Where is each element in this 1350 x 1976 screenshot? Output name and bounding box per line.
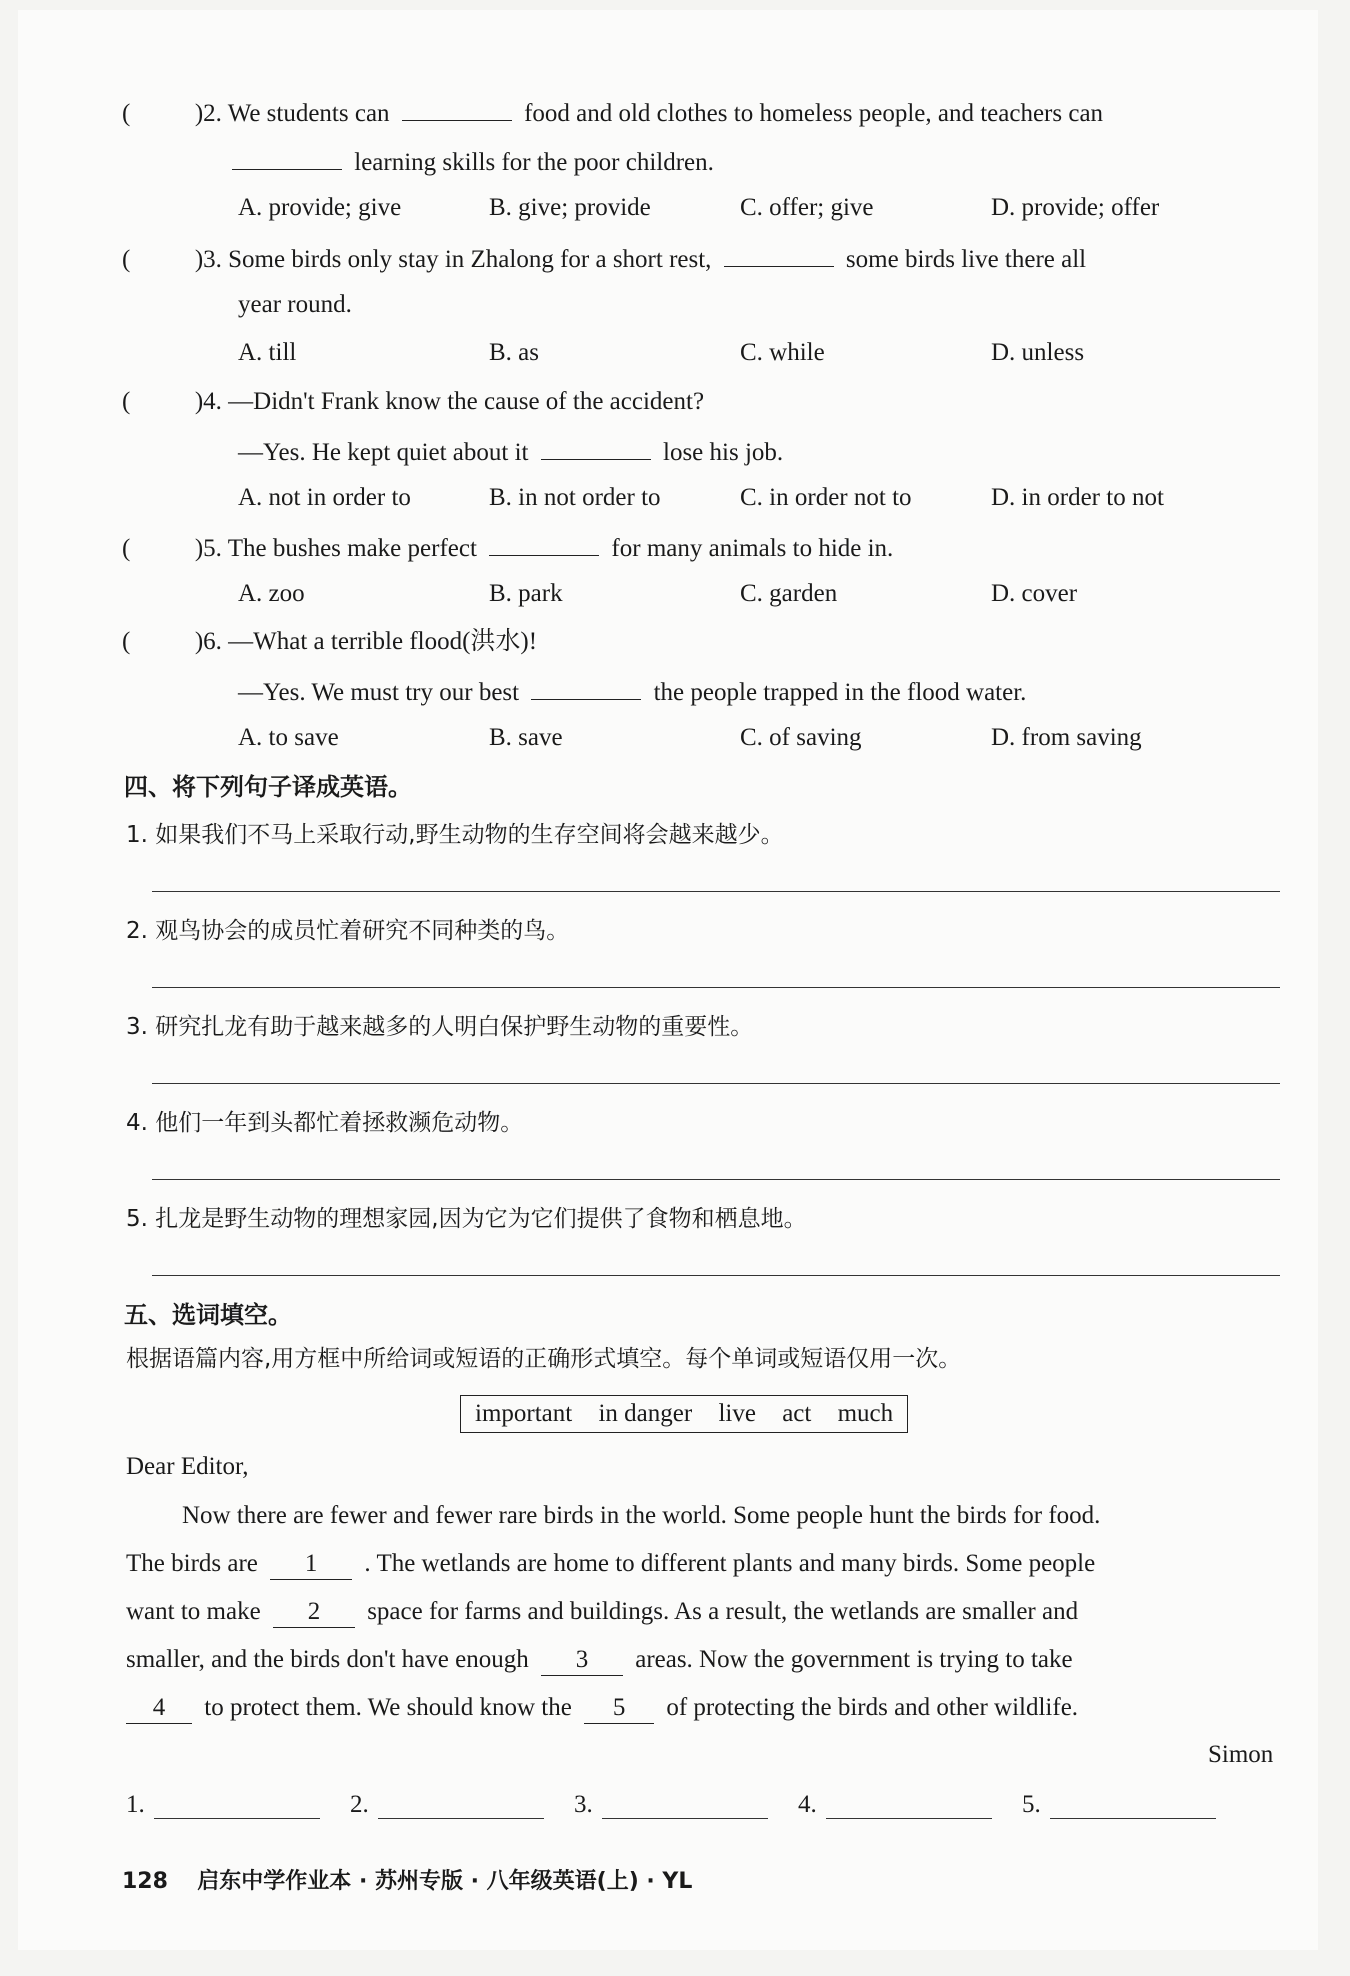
letter-salutation: Dear Editor, [126,1453,249,1480]
answer-blank-2[interactable] [378,1818,544,1819]
answer-blank-4[interactable] [826,1818,992,1819]
option-b[interactable]: B. in not order to [489,484,661,511]
answer-blank-5[interactable] [1050,1818,1216,1819]
translation-item-3: 3. 研究扎龙有助于越来越多的人明白保护野生动物的重要性。 [126,1014,754,1040]
question-number: )3. [194,246,222,273]
translation-item-5: 5. 扎龙是野生动物的理想家园,因为它为它们提供了食物和栖息地。 [126,1206,807,1232]
word-box-item: important [475,1400,573,1427]
answer-blank[interactable] [489,529,599,556]
letter-signature: Simon [1208,1741,1274,1768]
passage-line-3: want to make 2 space for farms and buildings. As a result, the wetlands are smaller and [126,1595,1078,1629]
translation-item-1: 1. 如果我们不马上采取行动,野生动物的生存空间将会越来越少。 [126,822,784,848]
answer-label-2: 2. [350,1791,369,1818]
answer-line-3[interactable] [152,1083,1280,1084]
option-c[interactable]: C. offer; give [740,194,874,221]
question-text: lose his job. [663,439,784,466]
passage-line-5: 4 to protect them. We should know the 5 of protecting the birds and other wildlife. [126,1691,1078,1725]
answer-paren: ( [122,628,131,655]
section-5-title: 五、选词填空。 [124,1301,292,1329]
question-number: )5. [194,535,222,562]
option-d[interactable]: D. provide; offer [991,194,1160,221]
option-b[interactable]: B. as [489,339,539,366]
page-footer [122,1864,692,1895]
answer-paren: ( [122,246,131,273]
option-d[interactable]: D. in order to not [991,484,1164,511]
option-c[interactable]: C. of saving [740,724,862,751]
option-c[interactable]: C. in order not to [740,484,912,511]
option-c[interactable]: C. garden [740,580,838,607]
answer-line-4[interactable] [152,1179,1280,1180]
passage-blank-1[interactable]: 1 [270,1549,352,1580]
question-text: year round. [238,291,352,318]
answer-blank-3[interactable] [602,1818,768,1819]
passage-blank-5[interactable]: 5 [584,1693,654,1724]
question-text: food and old clothes to homeless people, and teachers can [524,100,1104,127]
word-box [460,1395,908,1433]
question-text: —Yes. He kept quiet about it [238,439,529,466]
option-a[interactable]: A. provide; give [238,194,402,221]
section-5-instruction: 根据语篇内容,用方框中所给词或短语的正确形式填空。每个单词或短语仅用一次。 [126,1346,962,1372]
question-text: the people trapped in the flood water. [653,679,1027,706]
question-text: —Didn't Frank know the cause of the accident? [228,388,705,415]
question-text: We students can [227,100,390,127]
footer-title: 启东中学作业本 · 苏州专版 · 八年级英语(上) · YL [197,1869,693,1894]
word-box-item: much [837,1400,894,1427]
question-text: —What a terrible flood(洪水)! [228,628,538,655]
question-number: )6. [194,628,222,655]
answer-label-4: 4. [798,1791,817,1818]
word-box-item: live [718,1400,756,1427]
option-b[interactable]: B. save [489,724,563,751]
option-b[interactable]: B. give; provide [489,194,651,221]
answer-blank[interactable] [541,433,651,460]
passage-line-2: The birds are 1 . The wetlands are home to different plants and many birds. Some people [126,1547,1095,1581]
answer-line-5[interactable] [152,1275,1280,1276]
question-text: for many animals to hide in. [611,535,894,562]
answer-paren: ( [122,388,131,415]
answer-blank-1[interactable] [154,1818,320,1819]
translation-item-4: 4. 他们一年到头都忙着拯救濒危动物。 [126,1110,524,1136]
answer-paren: ( [122,535,131,562]
answer-line-2[interactable] [152,987,1280,988]
question-text: The bushes make perfect [227,535,477,562]
answer-blank[interactable] [724,240,834,267]
passage-blank-4[interactable]: 4 [126,1693,192,1724]
question-number: )4. [194,388,222,415]
passage-blank-3[interactable]: 3 [541,1645,623,1676]
translation-item-2: 2. 观鸟协会的成员忙着研究不同种类的鸟。 [126,918,570,944]
answer-label-3: 3. [574,1791,593,1818]
question-text: —Yes. We must try our best [238,679,520,706]
question-text: Some birds only stay in Zhalong for a short rest, [228,246,712,273]
passage-line-1: Now there are fewer and fewer rare birds in the world. Some people hunt the birds for food. [182,1502,1101,1529]
option-d[interactable]: D. from saving [991,724,1142,751]
word-box-item: act [782,1400,812,1427]
question-text: some birds live there all [845,246,1087,273]
answer-paren: ( [122,100,131,127]
answer-blank[interactable] [531,673,641,700]
passage-line-4: smaller, and the birds don't have enough 3 areas. Now the government is trying to take [126,1643,1073,1677]
passage-blank-2[interactable]: 2 [273,1597,355,1628]
option-a[interactable]: A. zoo [238,580,305,607]
page-number: 128 [122,1869,168,1894]
option-c[interactable]: C. while [740,339,825,366]
answer-line-1[interactable] [152,891,1280,892]
question-text: learning skills for the poor children. [354,149,714,176]
answer-label-5: 5. [1022,1791,1041,1818]
option-d[interactable]: D. cover [991,580,1078,607]
question-number: )2. [194,100,222,127]
option-d[interactable]: D. unless [991,339,1085,366]
option-a[interactable]: A. to save [238,724,339,751]
answer-blank[interactable] [232,143,342,170]
option-b[interactable]: B. park [489,580,563,607]
answer-blank[interactable] [402,94,512,121]
option-a[interactable]: A. not in order to [238,484,411,511]
word-box-item: in danger [598,1400,693,1427]
option-a[interactable]: A. till [238,339,297,366]
answer-label-1: 1. [126,1791,145,1818]
section-4-title: 四、将下列句子译成英语。 [124,773,412,801]
